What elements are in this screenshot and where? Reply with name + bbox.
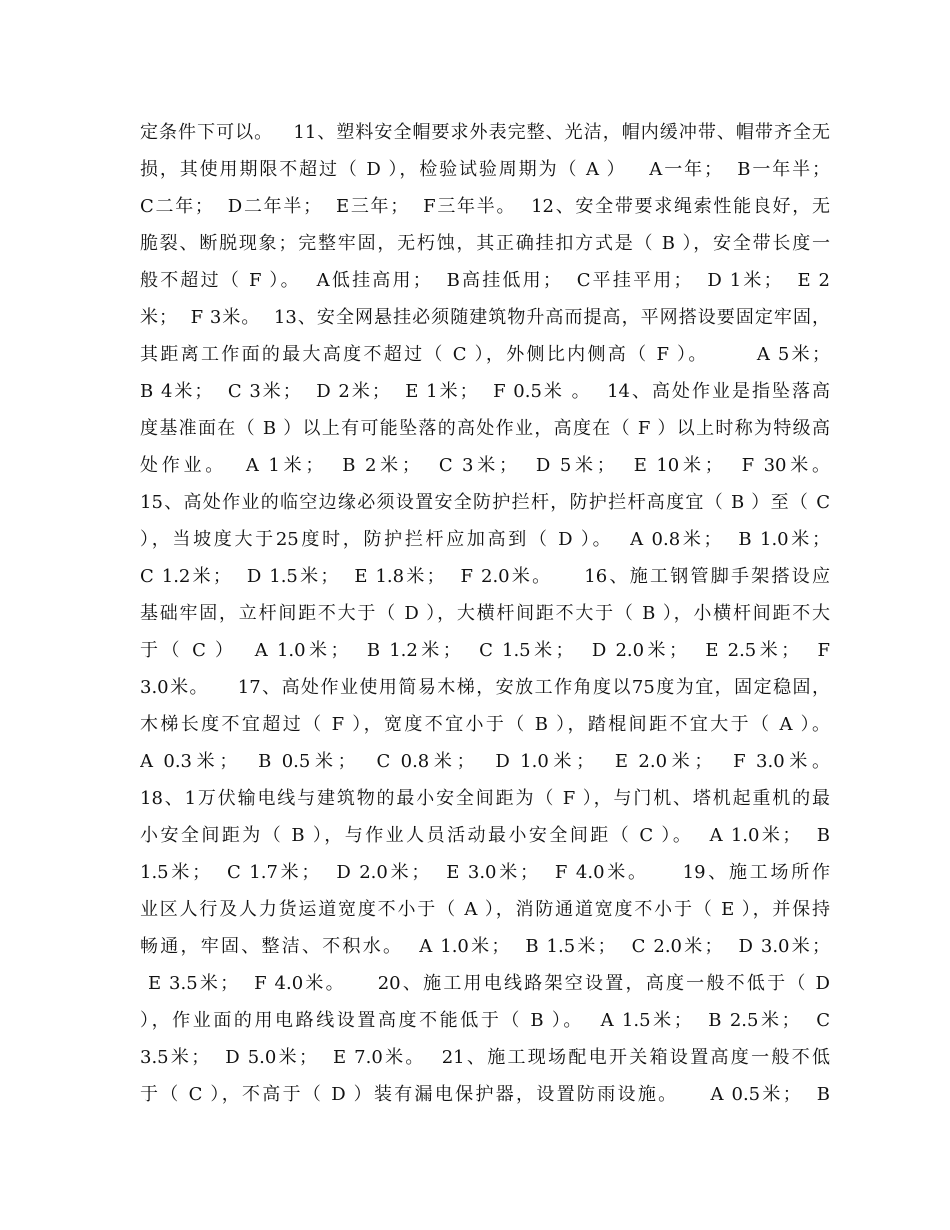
text-line: 于（ C ） A 1.0米； B 1.2米； C 1.5米； D 2.0米； E 2.5米； F	[140, 640, 830, 661]
text-line: 3.0米。 17、高处作业使用简易木梯，安放工作角度以75度为宜，固定稳固，	[140, 677, 830, 698]
text-line: 脆裂、断脱现象；完整牢固，无朽蚀，其正确挂扣方式是（ B ），安全带长度一	[140, 233, 830, 254]
text-line: E 3.5米； F 4.0米。 20、施工用电线路架空设置，高度一般不低于（ D	[140, 973, 830, 994]
text-line: A 0.3米； B 0.5米； C 0.8米； D 1.0米； E 2.0米； F 3.0米。	[140, 751, 830, 772]
text-line: 般不超过（ F ）。 A低挂高用； B高挂低用； C平挂平用； D 1米； E 2	[140, 270, 830, 291]
text-line: 损，其使用期限不超过（ D ），检验试验周期为（ A ） A一年； B一年半；	[140, 159, 830, 180]
text-line: 米； F 3米。 13、安全网悬挂必须随建筑物升高而提高，平网搭设要固定牢固，	[140, 307, 830, 328]
text-line: 木梯长度不宜超过（ F ），宽度不宜小于（ B ），踏棍间距不宜大于（ A ）。	[140, 714, 830, 735]
text-line: 其距离工作面的最大高度不超过（ C ），外侧比内侧高（ F ）。 A 5米；	[140, 344, 830, 365]
text-line: 度基准面在（ B ）以上有可能坠落的高处作业，高度在（ F ）以上时称为特级高	[140, 418, 830, 439]
text-line: 基础牢固，立杆间距不大于（ D ），大横杆间距不大于（ B ），小横杆间距不大	[140, 603, 830, 624]
text-line: C 1.2米； D 1.5米； E 1.8米； F 2.0米。 16、施工钢管脚手架搭设应	[140, 566, 830, 587]
text-line: 小安全间距为（ B ），与作业人员活动最小安全间距（ C ）。 A 1.0米； B	[140, 825, 830, 846]
text-line: 15、高处作业的临空边缘必须设置安全防护拦杆，防护拦杆高度宜（ B ）至（ C	[140, 492, 830, 513]
text-line: 定条件下可以。 11、塑料安全帽要求外表完整、光洁，帽内缓冲带、帽带齐全无	[140, 122, 830, 143]
text-line: 处作业。 A 1米； B 2米； C 3米； D 5米； E 10米； F 30米。	[140, 455, 830, 476]
text-line: 畅通，牢固、整洁、不积水。 A 1.0米； B 1.5米； C 2.0米； D 3.0米；	[140, 936, 830, 957]
text-line: C二年； D二年半； E三年； F三年半。 12、安全带要求绳索性能良好，无	[140, 196, 830, 217]
text-line: 3.5米； D 5.0米； E 7.0米。 21、施工现场配电开关箱设置高度一般不低	[140, 1047, 830, 1068]
body-text	[140, 114, 830, 1113]
text-line: ），作业面的用电路线设置高度不能低于（ B ）。 A 1.5米； B 2.5米； C	[140, 1010, 830, 1031]
text-line: 业区人行及人力货运道宽度不小于（ A ），消防通道宽度不小于（ E ），并保持	[140, 899, 830, 920]
text-line: B 4米； C 3米； D 2米； E 1米； F 0.5米 。 14、高处作业是指坠落高	[140, 381, 830, 402]
text-line: 1.5米； C 1.7米； D 2.0米； E 3.0米； F 4.0米。 19、施工场所作	[140, 862, 830, 883]
text-line: ），当坡度大于25度时，防护拦杆应加高到（ D ）。 A 0.8米； B 1.0米；	[140, 529, 830, 550]
text-line: 于（ C ），不高于（ D ）装有漏电保护器，设置防雨设施。 A 0.5米； B	[140, 1084, 830, 1105]
text-line: 18、1万伏输电线与建筑物的最小安全间距为（ F ），与门机、塔机起重机的最	[140, 788, 830, 809]
